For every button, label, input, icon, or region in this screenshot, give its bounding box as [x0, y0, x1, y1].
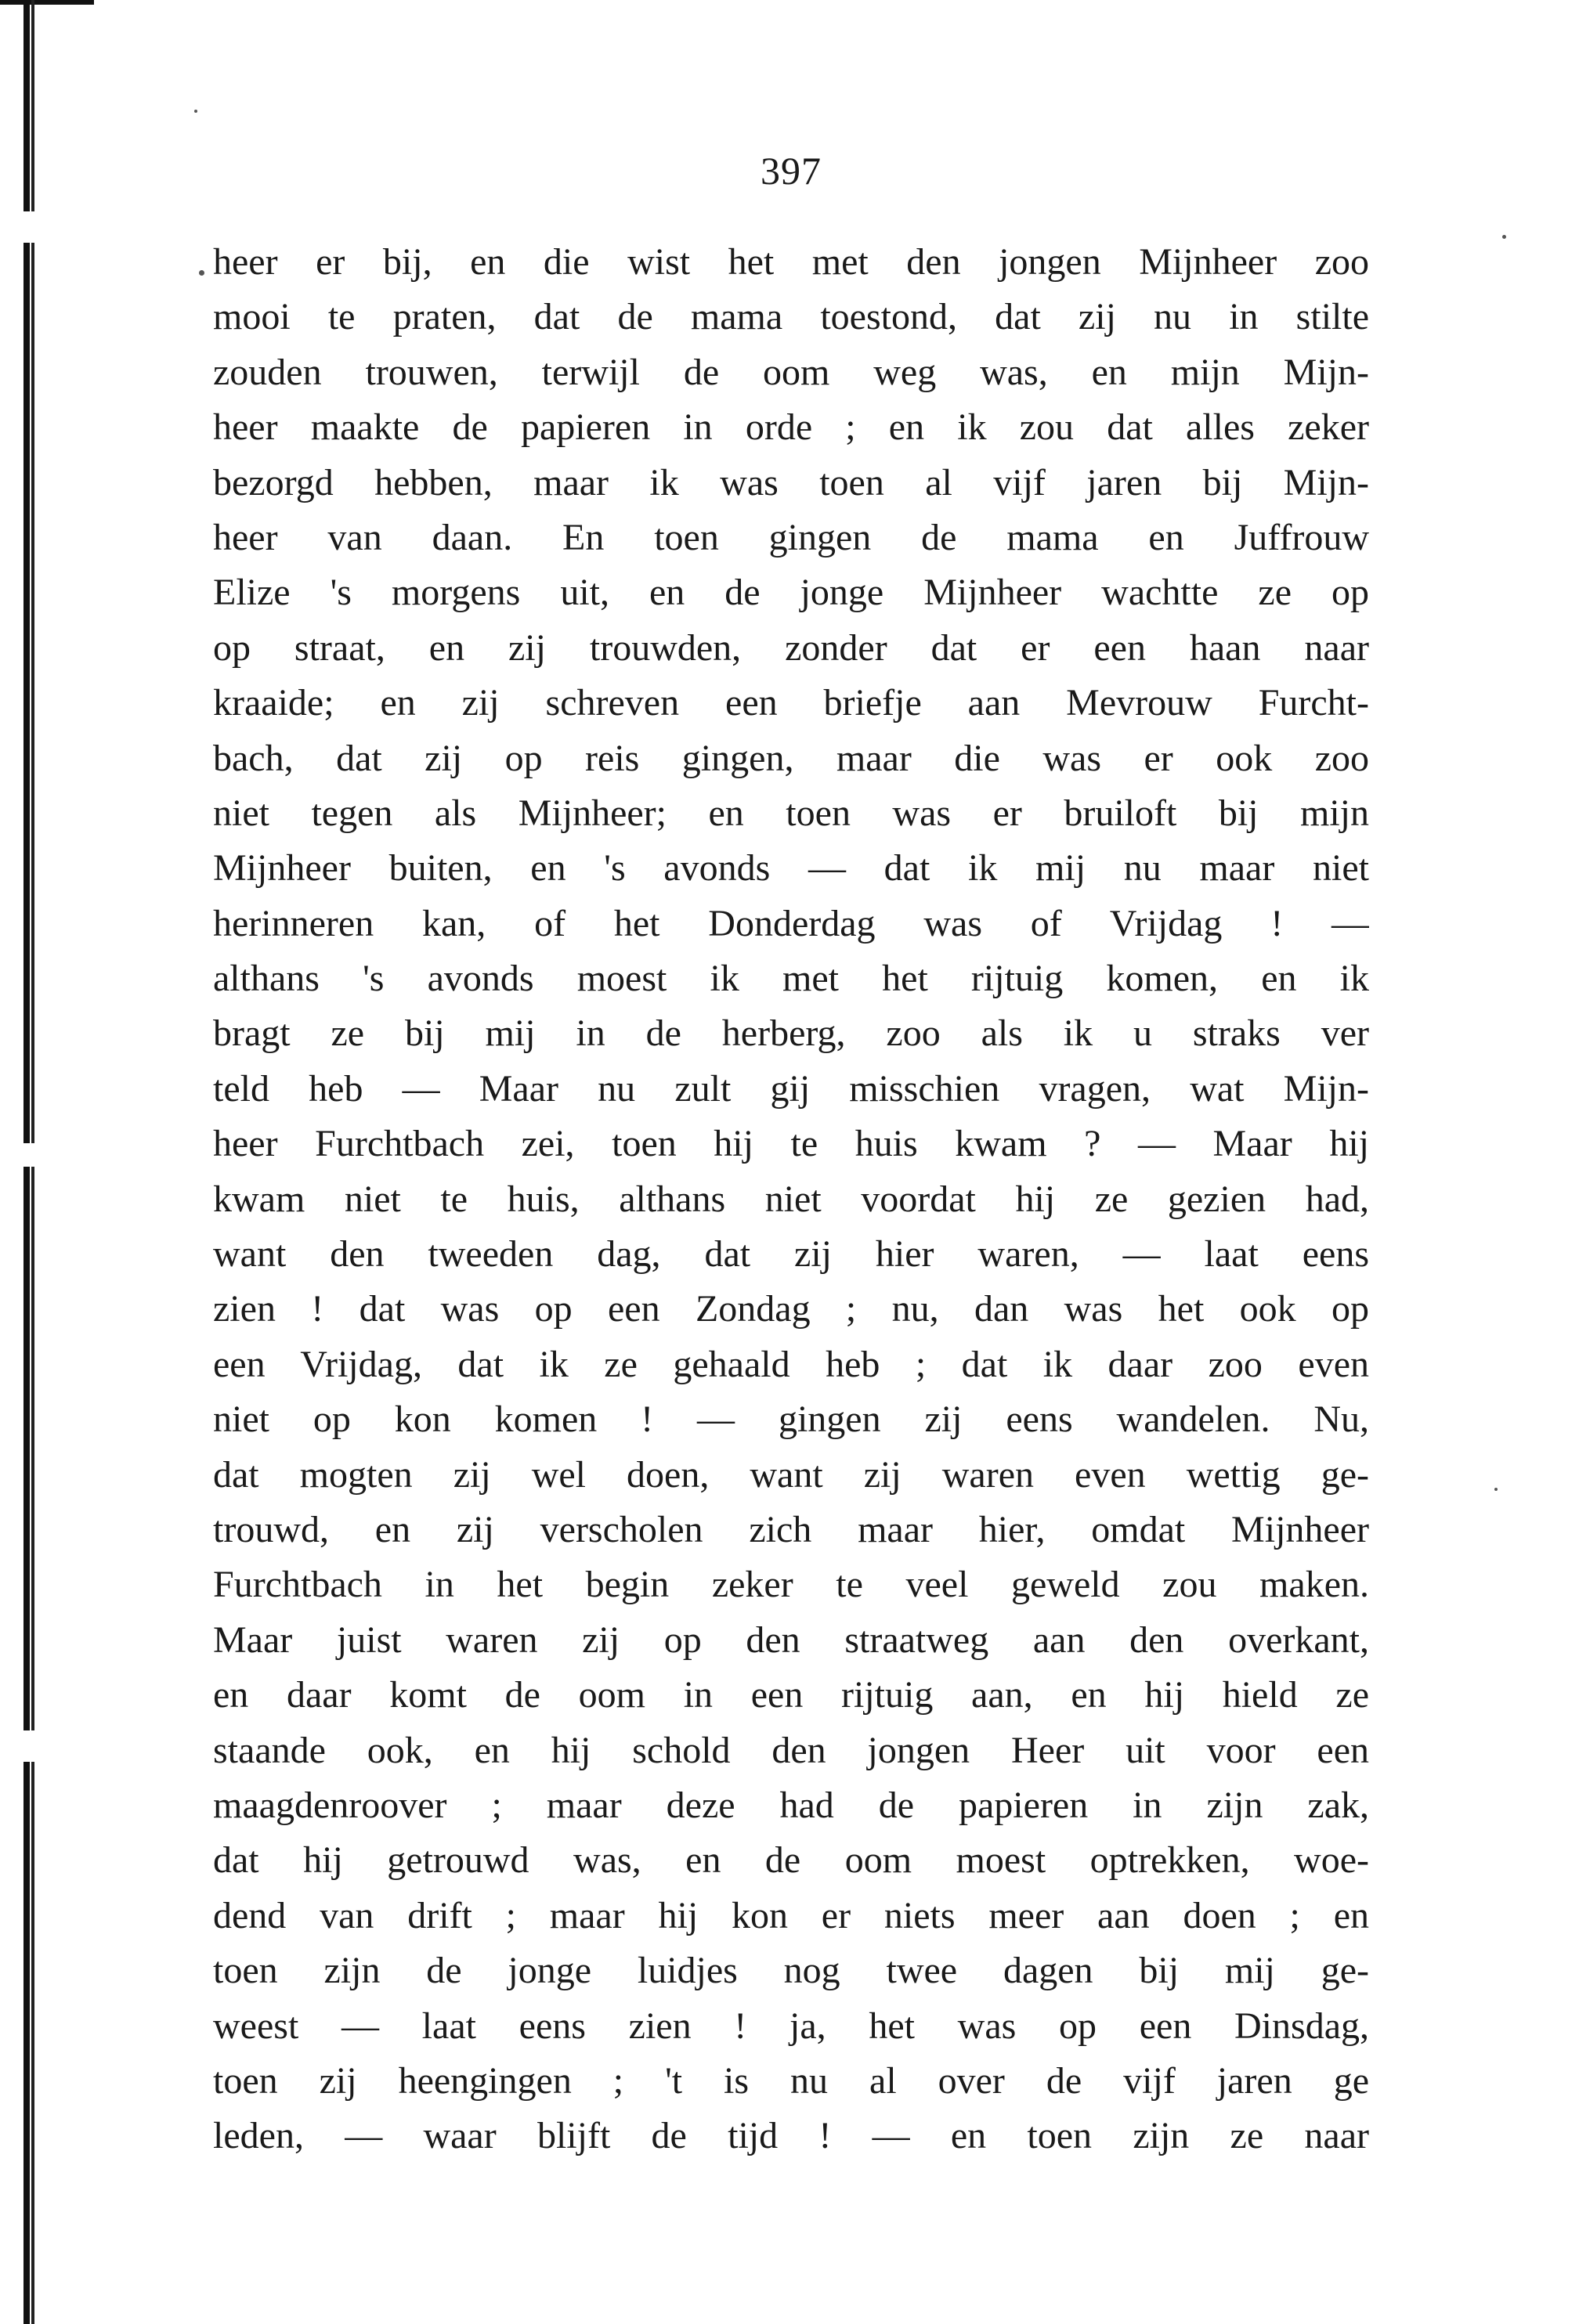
text-line: toen zij heengingen ; 't is nu al over de vijf jaren ge: [213, 2059, 1369, 2102]
text-line: heer er bij, en die wist het met den jongen Mijnheer zoo: [213, 241, 1369, 283]
text-line: heer van daan. En toen gingen de mama en Juffrouw: [213, 516, 1369, 558]
text-line: Maar juist waren zij op den straatweg aan den overkant,: [213, 1618, 1369, 1661]
text-line: kwam niet te huis, althans niet voordat hij ze gezien had,: [213, 1178, 1369, 1220]
scan-speck: [1502, 235, 1506, 239]
text-line: trouwd, en zij verscholen zich maar hier, omdat Mijnheer: [213, 1508, 1369, 1550]
text-line: Furchtbach in het begin zeker te veel geweld zou maken.: [213, 1564, 1369, 1606]
text-line: kraaide; en zij schreven een briefje aan Mevrouw Furcht-: [213, 682, 1369, 724]
text-line: niet op kon komen ! — gingen zij eens wandelen. Nu,: [213, 1398, 1369, 1441]
text-line: teld heb — Maar nu zult gij misschien vragen, wat Mijn-: [213, 1067, 1369, 1110]
text-line: dend van drift ; maar hij kon er niets meer aan doen ; en: [213, 1894, 1369, 1936]
scan-edge-top: [0, 0, 94, 5]
text-line: weest — laat eens zien ! ja, het was op een Dinsdag,: [213, 2005, 1369, 2047]
text-line: althans 's avonds moest ik met het rijtuig komen, en ik: [213, 958, 1369, 1000]
text-line: bragt ze bij mij in de herberg, zoo als ik u straks ver: [213, 1012, 1369, 1055]
scan-speck: [194, 110, 197, 113]
text-line: bach, dat zij op reis gingen, maar die was er ook zoo: [213, 737, 1369, 779]
text-line: toen zijn de jonge luidjes nog twee dagen bij mij ge-: [213, 1950, 1369, 1992]
text-line: maagdenroover ; maar deze had de papieren in zijn zak,: [213, 1784, 1369, 1826]
text-line: en daar komt de oom in een rijtuig aan, en hij hield ze: [213, 1674, 1369, 1716]
scan-speck: [199, 270, 204, 276]
text-line: want den tweeden dag, dat zij hier waren, — laat eens: [213, 1233, 1369, 1276]
text-line: bezorgd hebben, maar ik was toen al vijf jaren bij Mijn-: [213, 461, 1369, 503]
text-line: dat mogten zij wel doen, want zij waren even wettig ge-: [213, 1453, 1369, 1496]
text-line: herinneren kan, of het Donderdag was of Vrijdag ! —: [213, 902, 1369, 944]
text-line: op straat, en zij trouwden, zonder dat er een haan naar: [213, 626, 1369, 669]
text-line: Mijnheer buiten, en 's avonds — dat ik mij nu maar niet: [213, 847, 1369, 890]
text-line: heer Furchtbach zei, toen hij te huis kwam ? — Maar hij: [213, 1123, 1369, 1165]
text-line: staande ook, en hij schold den jongen Heer uit voor een: [213, 1729, 1369, 1771]
body-text: [213, 235, 1369, 2164]
scan-speck: [1494, 1488, 1498, 1491]
text-line: dat hij getrouwd was, en de oom moest optrekken, woe-: [213, 1839, 1369, 1882]
text-line: zien ! dat was op een Zondag ; nu, dan was het ook op: [213, 1288, 1369, 1330]
text-line: een Vrijdag, dat ik ze gehaald heb ; dat ik daar zoo even: [213, 1343, 1369, 1385]
text-line: niet tegen als Mijnheer; en toen was er bruiloft bij mijn: [213, 792, 1369, 834]
text-line: zouden trouwen, terwijl de oom weg was, en mijn Mijn-: [213, 351, 1369, 393]
text-line: leden, — waar blijft de tijd ! — en toen zijn ze naar: [213, 2115, 1369, 2157]
text-line: heer maakte de papieren in orde ; en ik zou dat alles zeker: [213, 406, 1369, 449]
page-number: 397: [761, 149, 822, 193]
text-line: Elize 's morgens uit, en de jonge Mijnheer wachtte ze op: [213, 572, 1369, 614]
text-line: mooi te praten, dat de mama toestond, dat zij nu in stilte: [213, 296, 1369, 338]
